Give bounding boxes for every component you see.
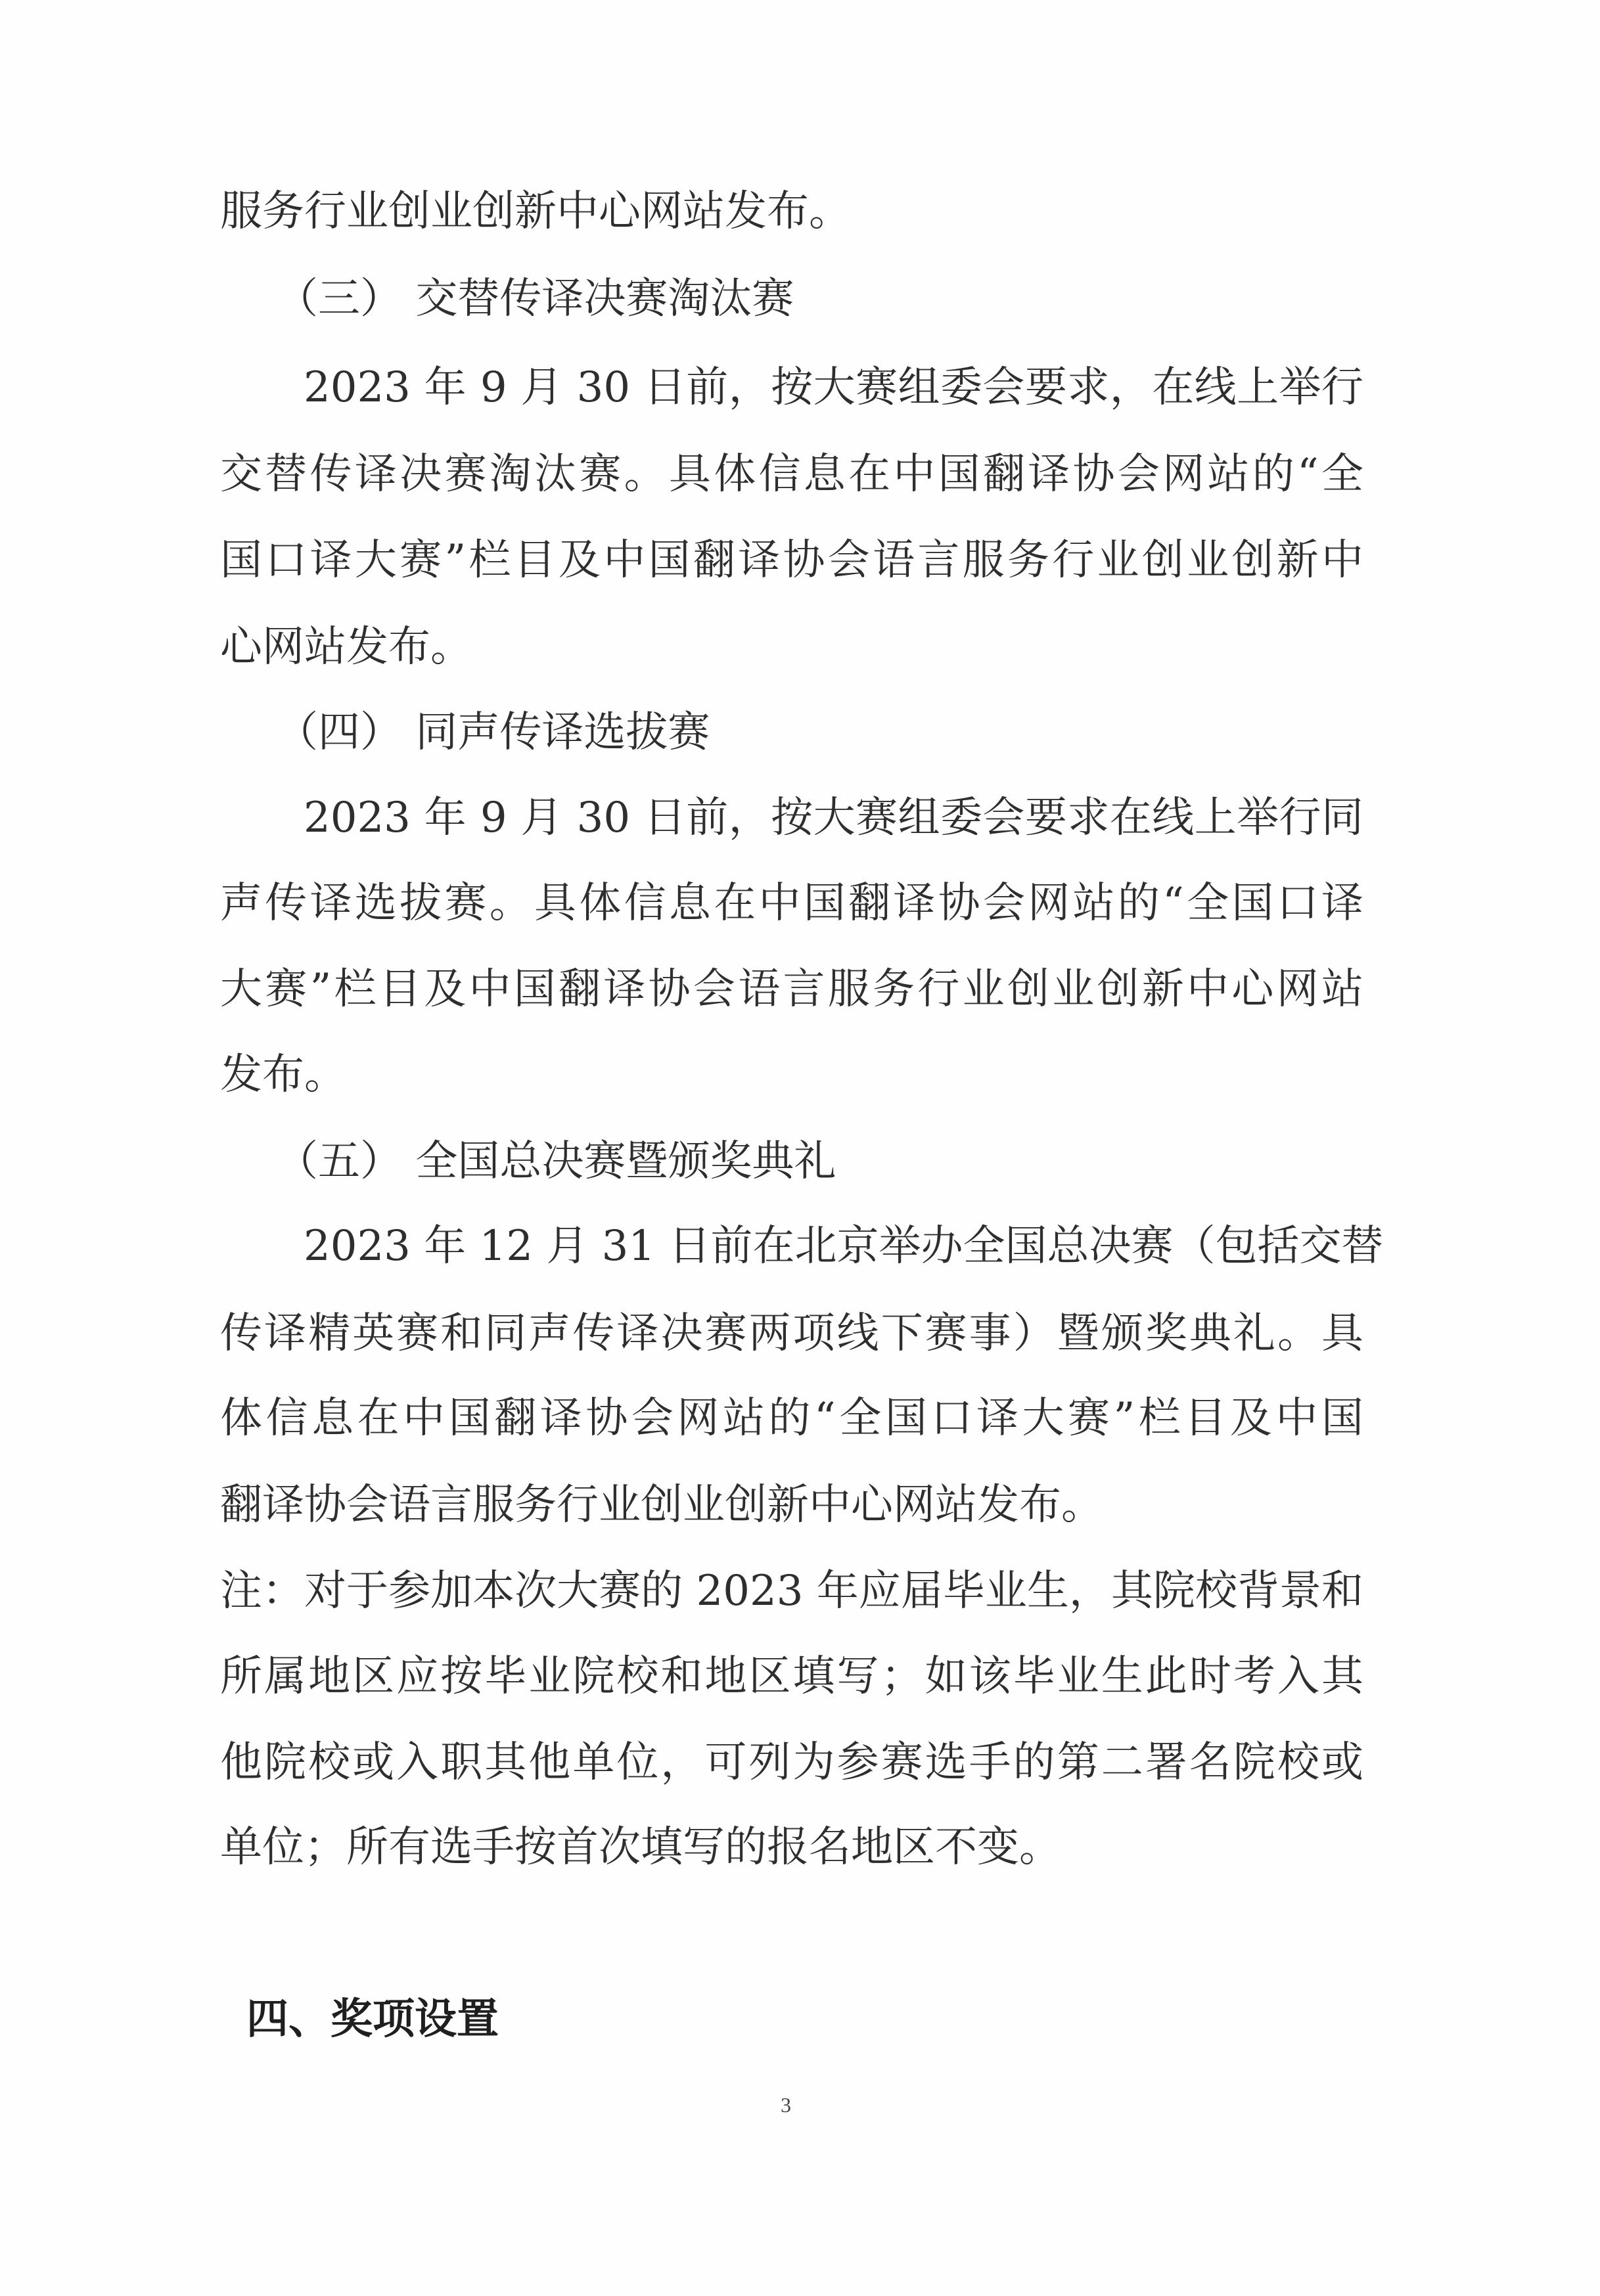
paragraph-line: 声传译选拔赛。具体信息在中国翻译协会网站的“全国口译	[220, 879, 1363, 928]
note-line: 所属地区应按毕业院校和地区填写；如该毕业生此时考入其	[220, 1652, 1363, 1701]
paragraph-line: 国口译大赛”栏目及中国翻译协会语言服务行业创业创新中	[220, 536, 1363, 585]
section-heading: 四、奖项设置	[246, 1994, 499, 2044]
note-line: 注：对于参加本次大赛的 2023 年应届毕业生，其院校背景和	[220, 1567, 1363, 1615]
paragraph-line: 传译精英赛和同声传译决赛两项线下赛事）暨颁奖典礼。具	[220, 1309, 1363, 1358]
paragraph-line: 服务行业创业创新中心网站发布。	[220, 187, 851, 236]
page-number: 3	[781, 2093, 791, 2117]
paragraph-line: 翻译协会语言服务行业创业创新中心网站发布。	[220, 1481, 1103, 1529]
paragraph-line: 2023 年 9 月 30 日前，按大赛组委会要求，在线上举行	[304, 363, 1363, 412]
paragraph-line: 发布。	[220, 1050, 346, 1099]
paragraph-line: 2023 年 12 月 31 日前在北京举办全国总决赛（包括交替	[304, 1222, 1384, 1271]
paragraph-line: 2023 年 9 月 30 日前，按大赛组委会要求在线上举行同	[304, 794, 1363, 842]
paragraph-line: 体信息在中国翻译协会网站的“全国口译大赛”栏目及中国	[220, 1394, 1363, 1443]
note-line: 他院校或入职其他单位，可列为参赛选手的第二署名院校或	[220, 1738, 1363, 1787]
paragraph-line: 交替传译决赛淘汰赛。具体信息在中国翻译协会网站的“全	[220, 450, 1363, 499]
note-line: 单位；所有选手按首次填写的报名地区不变。	[220, 1823, 1061, 1872]
subsection-heading-4: （四） 同声传译选拔赛	[276, 708, 710, 757]
subsection-heading-3: （三） 交替传译决赛淘汰赛	[276, 275, 794, 323]
subsection-heading-5: （五） 全国总决赛暨颁奖典礼	[276, 1137, 836, 1186]
paragraph-line: 大赛”栏目及中国翻译协会语言服务行业创业创新中心网站	[220, 965, 1363, 1014]
paragraph-line: 心网站发布。	[220, 623, 472, 671]
